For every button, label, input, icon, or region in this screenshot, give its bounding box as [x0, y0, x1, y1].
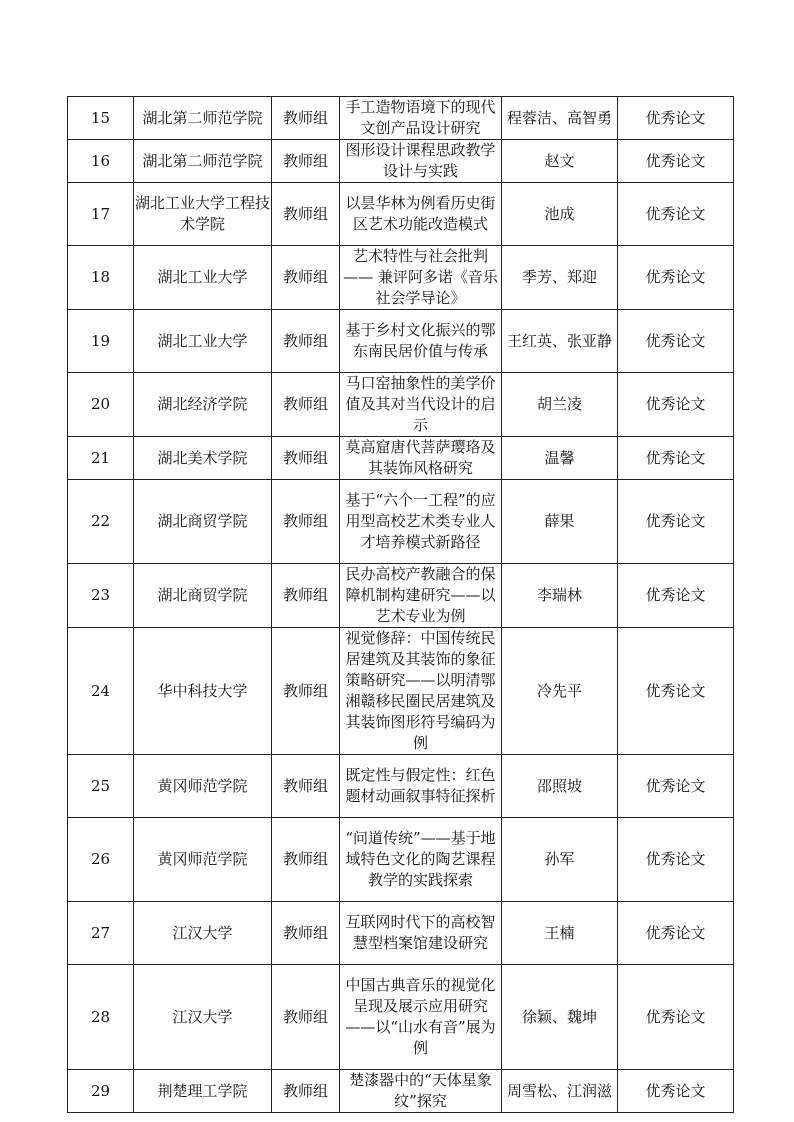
table-row: [68, 140, 734, 183]
institution-cell: 黄冈师范学院: [134, 818, 272, 902]
award-cell: 优秀论文: [618, 628, 734, 755]
group-cell: 教师组: [272, 755, 340, 818]
group-cell: 教师组: [272, 628, 340, 755]
row-number: 19: [68, 310, 134, 373]
row-number: 23: [68, 564, 134, 628]
group-cell: 教师组: [272, 818, 340, 902]
row-number: 24: [68, 628, 134, 755]
institution-cell: 湖北商贸学院: [134, 564, 272, 628]
authors-cell: 孙军: [502, 818, 618, 902]
award-cell: 优秀论文: [618, 755, 734, 818]
row-number: 20: [68, 373, 134, 437]
award-cell: 优秀论文: [618, 902, 734, 965]
group-cell: 教师组: [272, 564, 340, 628]
row-number: 16: [68, 140, 134, 183]
awards-table-body: [68, 97, 734, 1113]
row-number: 25: [68, 755, 134, 818]
table-row: [68, 1070, 734, 1113]
paper-title-cell: 图形设计课程思政教学设计与实践: [340, 140, 502, 183]
authors-cell: 王红英、张亚静: [502, 310, 618, 373]
authors-cell: 季芳、郑迎: [502, 246, 618, 310]
row-number: 22: [68, 480, 134, 564]
paper-title-cell: 民办高校产教融合的保障机制构建研究——以艺术专业为例: [340, 564, 502, 628]
institution-cell: 湖北工业大学: [134, 246, 272, 310]
group-cell: 教师组: [272, 97, 340, 140]
paper-title-cell: 莫高窟唐代菩萨璎珞及其装饰风格研究: [340, 437, 502, 480]
table-row: [68, 183, 734, 246]
paper-title-cell: 基于“六个一工程”的应用型高校艺术类专业人才培养模式新路径: [340, 480, 502, 564]
group-cell: 教师组: [272, 902, 340, 965]
award-cell: 优秀论文: [618, 246, 734, 310]
group-cell: 教师组: [272, 1070, 340, 1113]
table-row: [68, 628, 734, 755]
table-row: [68, 818, 734, 902]
authors-cell: 赵文: [502, 140, 618, 183]
paper-title-cell: 马口窑抽象性的美学价值及其对当代设计的启示: [340, 373, 502, 437]
row-number: 21: [68, 437, 134, 480]
row-number: 27: [68, 902, 134, 965]
award-cell: 优秀论文: [618, 1070, 734, 1113]
institution-cell: 湖北第二师范学院: [134, 97, 272, 140]
award-cell: 优秀论文: [618, 373, 734, 437]
table-row: [68, 373, 734, 437]
awards-table: [67, 96, 734, 1113]
paper-title-cell: 手工造物语境下的现代文创产品设计研究: [340, 97, 502, 140]
institution-cell: 湖北经济学院: [134, 373, 272, 437]
paper-title-cell: 中国古典音乐的视觉化呈现及展示应用研究——以“山水有音”展为例: [340, 965, 502, 1070]
group-cell: 教师组: [272, 965, 340, 1070]
group-cell: 教师组: [272, 140, 340, 183]
table-row: [68, 437, 734, 480]
group-cell: 教师组: [272, 246, 340, 310]
row-number: 29: [68, 1070, 134, 1113]
award-cell: 优秀论文: [618, 480, 734, 564]
paper-title-cell: 基于乡村文化振兴的鄂东南民居价值与传承: [340, 310, 502, 373]
award-cell: 优秀论文: [618, 564, 734, 628]
institution-cell: 湖北商贸学院: [134, 480, 272, 564]
institution-cell: 湖北第二师范学院: [134, 140, 272, 183]
paper-title-cell: 互联网时代下的高校智慧型档案馆建设研究: [340, 902, 502, 965]
award-cell: 优秀论文: [618, 818, 734, 902]
row-number: 15: [68, 97, 134, 140]
institution-cell: 黄冈师范学院: [134, 755, 272, 818]
table-row: [68, 97, 734, 140]
group-cell: 教师组: [272, 437, 340, 480]
table-row: [68, 755, 734, 818]
authors-cell: 徐颖、魏坤: [502, 965, 618, 1070]
authors-cell: 温馨: [502, 437, 618, 480]
group-cell: 教师组: [272, 373, 340, 437]
institution-cell: 湖北工业大学: [134, 310, 272, 373]
authors-cell: 王楠: [502, 902, 618, 965]
group-cell: 教师组: [272, 183, 340, 246]
award-cell: 优秀论文: [618, 310, 734, 373]
group-cell: 教师组: [272, 310, 340, 373]
row-number: 26: [68, 818, 134, 902]
institution-cell: 华中科技大学: [134, 628, 272, 755]
table-row: [68, 564, 734, 628]
table-row: [68, 480, 734, 564]
authors-cell: 胡兰凌: [502, 373, 618, 437]
table-row: [68, 902, 734, 965]
row-number: 28: [68, 965, 134, 1070]
authors-cell: 邵照坡: [502, 755, 618, 818]
institution-cell: 荆楚理工学院: [134, 1070, 272, 1113]
table-row: [68, 246, 734, 310]
institution-cell: 湖北美术学院: [134, 437, 272, 480]
group-cell: 教师组: [272, 480, 340, 564]
award-cell: 优秀论文: [618, 965, 734, 1070]
institution-cell: 江汉大学: [134, 902, 272, 965]
paper-title-cell: 以昙华林为例看历史街区艺术功能改造模式: [340, 183, 502, 246]
paper-title-cell: 既定性与假定性：红色题材动画叙事特征探析: [340, 755, 502, 818]
row-number: 18: [68, 246, 134, 310]
table-row: [68, 965, 734, 1070]
award-cell: 优秀论文: [618, 140, 734, 183]
row-number: 17: [68, 183, 134, 246]
authors-cell: 池成: [502, 183, 618, 246]
authors-cell: 薛果: [502, 480, 618, 564]
paper-title-cell: 楚漆器中的“天体星象纹”探究: [340, 1070, 502, 1113]
paper-title-cell: 艺术特性与社会批判—— 兼评阿多诺《音乐社会学导论》: [340, 246, 502, 310]
institution-cell: 江汉大学: [134, 965, 272, 1070]
institution-cell: 湖北工业大学工程技术学院: [134, 183, 272, 246]
authors-cell: 李瑞林: [502, 564, 618, 628]
paper-title-cell: “问道传统”——基于地域特色文化的陶艺课程教学的实践探索: [340, 818, 502, 902]
authors-cell: 冷先平: [502, 628, 618, 755]
authors-cell: 程蓉洁、高智勇: [502, 97, 618, 140]
table-row: [68, 310, 734, 373]
award-cell: 优秀论文: [618, 183, 734, 246]
authors-cell: 周雪松、江润滋: [502, 1070, 618, 1113]
award-cell: 优秀论文: [618, 97, 734, 140]
award-cell: 优秀论文: [618, 437, 734, 480]
paper-title-cell: 视觉修辞：中国传统民居建筑及其装饰的象征策略研究——以明清鄂湘赣移民圈民居建筑及其装饰图形符号编码为例: [340, 628, 502, 755]
